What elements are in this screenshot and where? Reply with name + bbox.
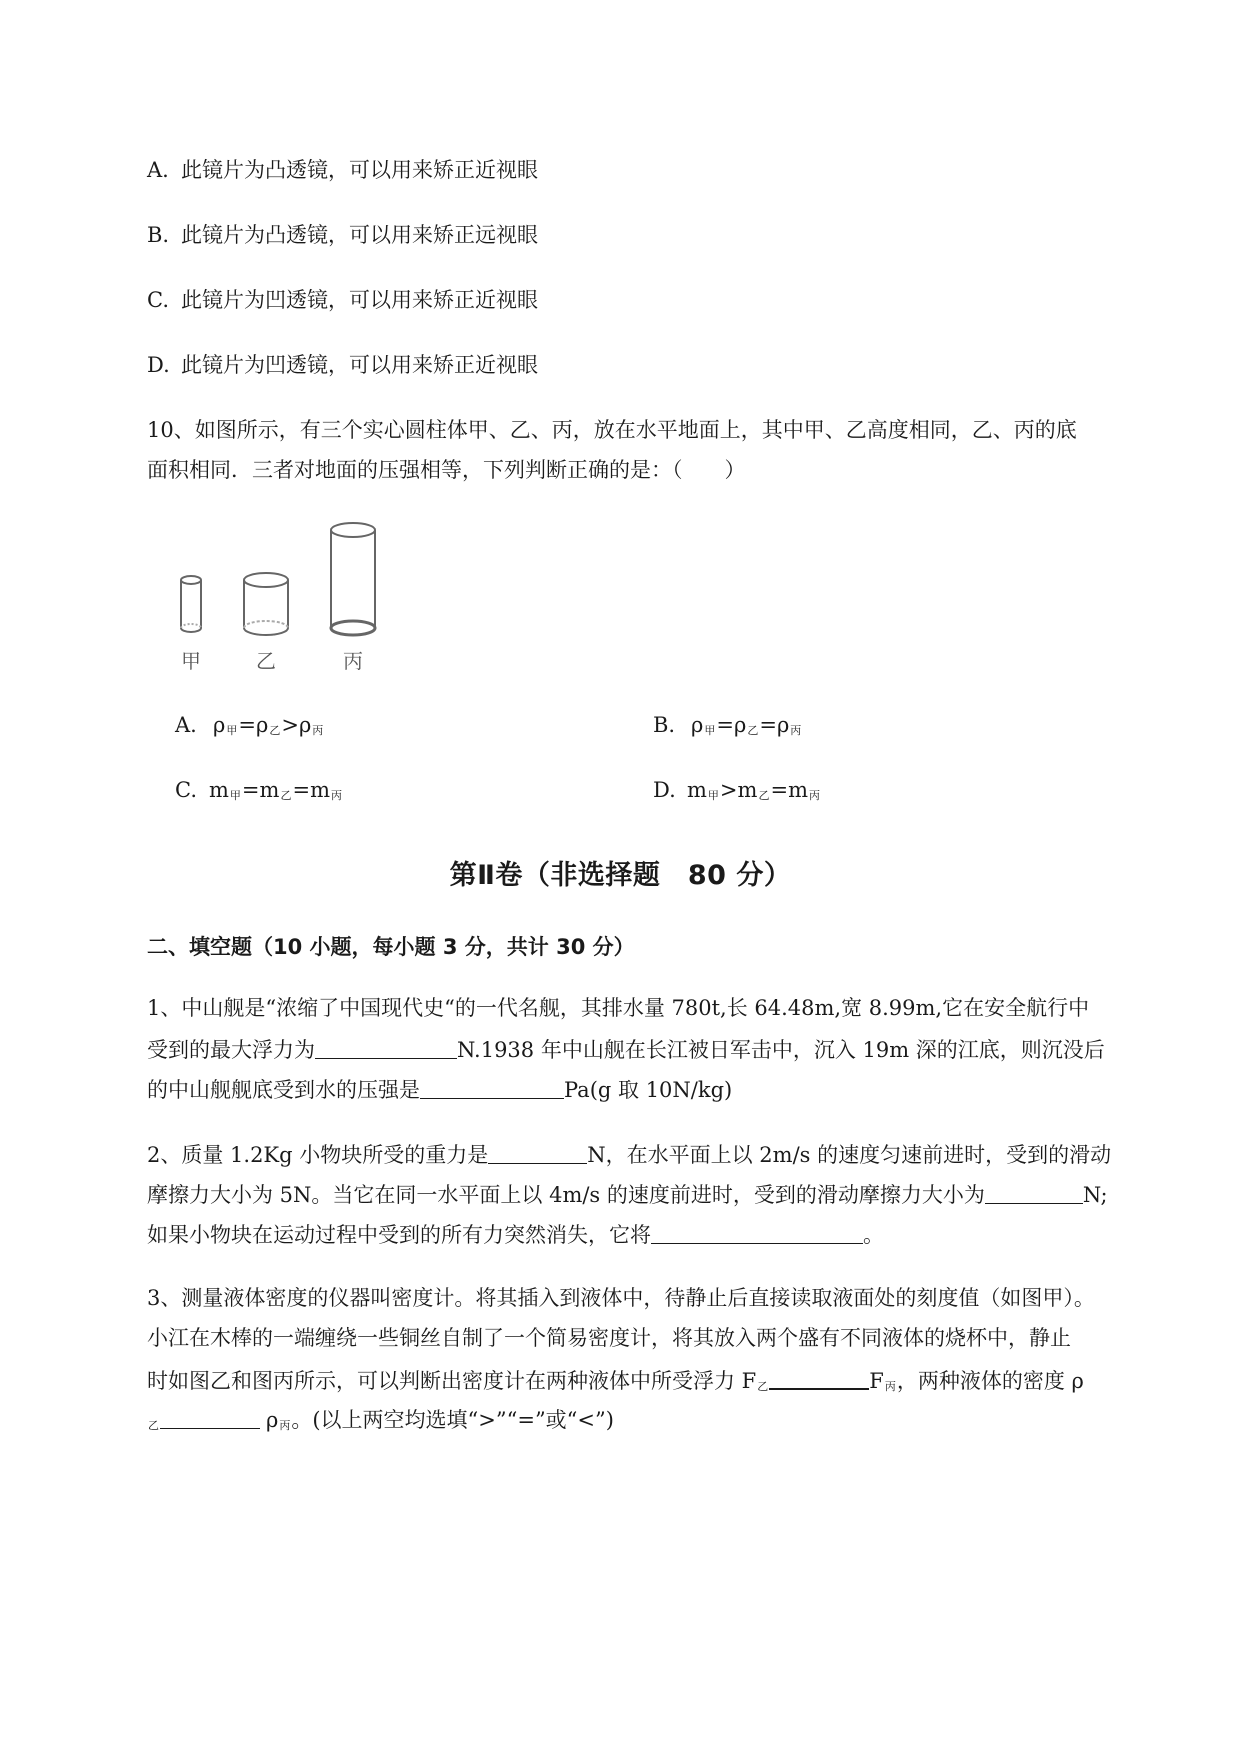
- fill1-line2: 受到的最大浮力为 N.1938 年中山舰在长江被日军击中，沉入 19m 深的江底，则沉没后: [147, 1038, 1105, 1062]
- cylinders-figure: [170, 515, 400, 675]
- q10-option-b: B. $\rho_甲=\rho_乙=\rho_丙$: [653, 713, 802, 737]
- fill3-line2: 小江在木棒的一端缠绕一些铜丝自制了一个简易密度计，将其放入两个盛有不同液体的烧杯中，静止: [147, 1326, 1071, 1350]
- fill3-blank-2[interactable]: [160, 1408, 260, 1429]
- fill3-blank-1[interactable]: [769, 1368, 869, 1390]
- figure-label-yi: 乙: [256, 649, 276, 673]
- figure-label-jia: 甲: [181, 649, 201, 673]
- fill3-line1: 3、测量液体密度的仪器叫密度计。将其插入到液体中，待静止后直接读取液面处的刻度值（如图甲）。: [147, 1286, 1095, 1310]
- figure-label-bing: 丙: [343, 649, 363, 673]
- section-2-subtitle: 二、填空题（10 小题，每小题 3 分，共计 30 分）: [147, 935, 635, 959]
- fill2-line3: 如果小物块在运动过程中受到的所有力突然消失，它将 。: [147, 1223, 884, 1247]
- fill2-blank-1[interactable]: [488, 1143, 587, 1164]
- fill3-line3: 时如图乙和图丙所示，可以判断出密度计在两种液体中所受浮力 $F_乙$ $F_丙$，两种液体的密度 ρ: [147, 1369, 1084, 1393]
- q9-option-a: A. 此镜片为凸透镜，可以用来矫正近视眼: [147, 158, 538, 182]
- q10-option-c: C. $m_甲=m_乙=m_丙$: [175, 778, 342, 802]
- cylinder-jia: [181, 576, 201, 632]
- q10-stem-line2: 面积相同．三者对地面的压强相等，下列判断正确的是：（ ）: [147, 458, 746, 482]
- q9-option-c: C. 此镜片为凹透镜，可以用来矫正近视眼: [147, 288, 538, 312]
- q9-option-b: B. 此镜片为凸透镜，可以用来矫正远视眼: [147, 223, 538, 247]
- fill2-blank-2[interactable]: [985, 1183, 1083, 1204]
- cylinder-bing: [331, 523, 375, 635]
- fill1-blank-1[interactable]: [315, 1038, 457, 1059]
- section-2-title: 第Ⅱ卷（非选择题 80 分）: [449, 860, 792, 891]
- q10-stem-line1: 10、如图所示，有三个实心圆柱体甲、乙、丙，放在水平地面上，其中甲、乙高度相同，乙、丙的底: [147, 418, 1077, 442]
- fill1-line1: 1、中山舰是“浓缩了中国现代史“的一代名舰，其排水量 780t,长 64.48m,宽 8.99m,它在安全航行中: [147, 996, 1090, 1020]
- q10-option-a: A. $\rho_甲=\rho_乙>\rho_丙$: [175, 713, 324, 737]
- fill2-line1: 2、质量 1.2Kg 小物块所受的重力是 N，在水平面上以 2m/s 的速度匀速前进时，受到的滑动: [147, 1143, 1112, 1167]
- fill3-line4: $_乙$ $\rho_丙$。(以上两空均选填“>”“=”或“<”): [148, 1408, 614, 1432]
- fill1-line3: 的中山舰舰底受到水的压强是 Pa(g 取 10N/kg): [147, 1078, 733, 1102]
- fill1-blank-2[interactable]: [420, 1078, 564, 1099]
- q10-option-d: D. $m_甲>m_乙=m_丙$: [653, 778, 820, 802]
- fill2-line2: 摩擦力大小为 5N。当它在同一水平面上以 4m/s 的速度前进时，受到的滑动摩擦力大小为 N;: [147, 1183, 1108, 1207]
- fill2-blank-3[interactable]: [651, 1223, 863, 1244]
- cylinder-yi: [244, 573, 288, 635]
- q9-option-d: D. 此镜片为凹透镜，可以用来矫正近视眼: [147, 353, 538, 377]
